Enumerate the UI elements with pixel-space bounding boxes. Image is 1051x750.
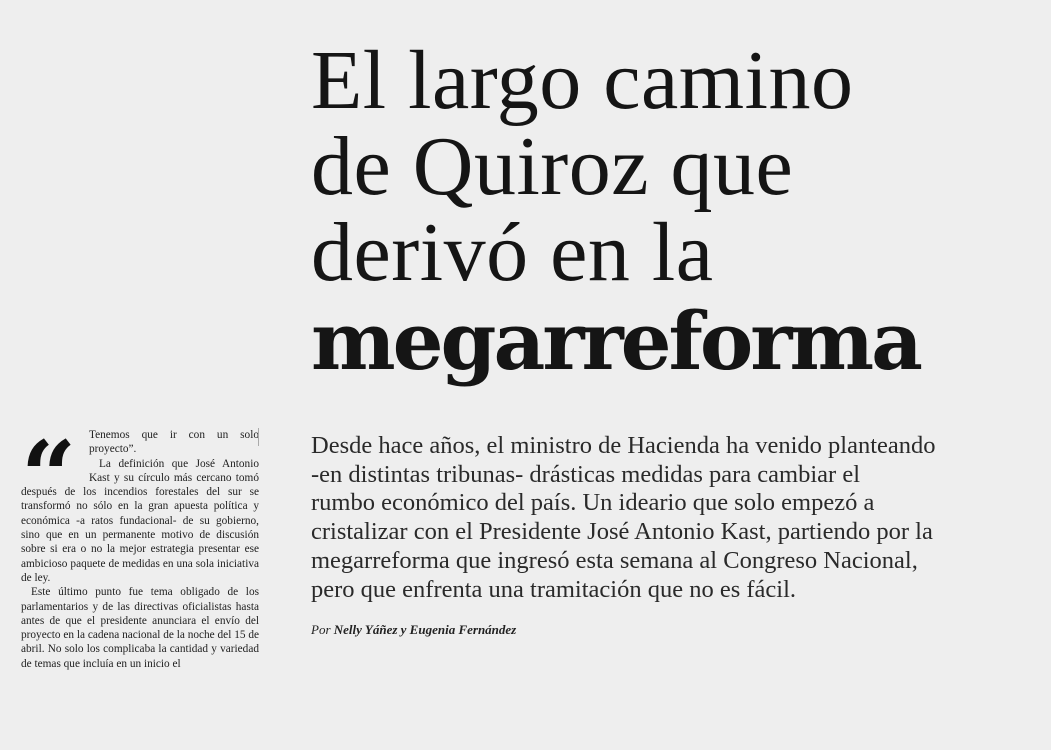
- headline: [311, 34, 1031, 388]
- article-deck: Desde hace años, el ministro de Hacienda ha venido planteando -en distintas tribunas- drásticas medidas para cambiar el rumbo económico del país. Un ideario que solo empezó a cristalizar con el Presidente José Antonio Kast, partiendo por la megarreforma que ingresó esta semana al Congreso Nacional, pero que enfrenta una tramitación que no es fácil.: [311, 432, 936, 603]
- quote-mark-icon: “: [21, 420, 77, 533]
- headline-line-1: El largo camino: [311, 34, 854, 127]
- body-paragraph-1: Tenemos que ir con un solo proyecto”.: [89, 429, 259, 456]
- headline-line-4: megarreforma: [311, 294, 920, 388]
- body-paragraph-3: Este último punto fue tema obligado de los parlamentarios y de las directivas oficialistas hasta antes de que el presidente anunciara el envío del proyecto en la cadena nacional de la noche del 15 de abril. No solo los complicaba la cantidad y variedad de temas que incluía en un inicio el: [21, 586, 259, 670]
- headline-line-3: derivó en la: [311, 206, 714, 299]
- byline-authors: Nelly Yáñez y Eugenia Fernández: [333, 622, 517, 637]
- body-paragraph-2: La definición que José Antonio Kast y su círculo más cercano tomó después de los incendios forestales del sur se transformó no sólo en la gran apuesta política y económica -a ratos fundacional- de su gobierno, sino que en un permanente motivo de discusión sobre si era o no la mejor estrategia presentar ese ambicioso paquete de medidas en una sola iniciativa de ley.: [21, 457, 259, 584]
- byline-prefix: Por: [311, 622, 334, 637]
- byline: [311, 622, 516, 638]
- body-column: [21, 420, 259, 750]
- headline-line-2: de Quiroz que: [311, 120, 794, 213]
